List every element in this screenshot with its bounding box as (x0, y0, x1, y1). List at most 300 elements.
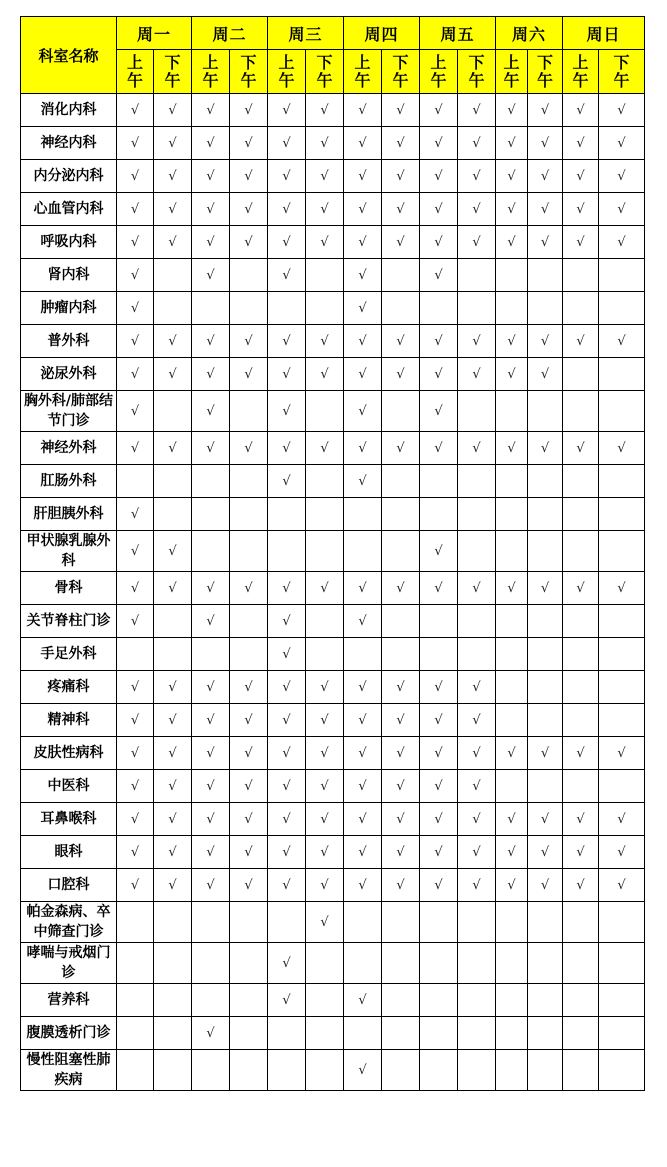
check-mark-cell: √ (420, 836, 458, 869)
check-mark-cell: √ (599, 325, 645, 358)
table-row (21, 638, 645, 671)
empty-cell (344, 1017, 382, 1050)
table-row (21, 127, 645, 160)
empty-cell (117, 1050, 154, 1091)
check-mark-cell: √ (117, 325, 154, 358)
check-mark-cell: √ (528, 127, 563, 160)
empty-cell (192, 292, 230, 325)
empty-cell (599, 638, 645, 671)
check-mark-cell: √ (344, 984, 382, 1017)
empty-cell (528, 1017, 563, 1050)
empty-cell (563, 465, 599, 498)
table-row (21, 572, 645, 605)
check-mark-cell: √ (344, 432, 382, 465)
empty-cell (458, 943, 496, 984)
check-mark-cell: √ (528, 226, 563, 259)
check-mark-cell: √ (382, 704, 420, 737)
empty-cell (344, 902, 382, 943)
check-mark-cell: √ (306, 737, 344, 770)
check-mark-cell: √ (563, 432, 599, 465)
empty-cell (154, 1050, 192, 1091)
empty-cell (563, 943, 599, 984)
empty-cell (230, 1050, 268, 1091)
dept-name-cell: 哮喘与戒烟门诊 (21, 943, 117, 984)
empty-cell (230, 984, 268, 1017)
table-row (21, 737, 645, 770)
check-mark-cell: √ (344, 94, 382, 127)
empty-cell (154, 498, 192, 531)
check-mark-cell: √ (420, 671, 458, 704)
empty-cell (230, 465, 268, 498)
empty-cell (458, 638, 496, 671)
empty-cell (117, 902, 154, 943)
empty-cell (117, 984, 154, 1017)
empty-cell (599, 1050, 645, 1091)
afternoon-header: 下 午 (230, 50, 268, 94)
check-mark-cell: √ (344, 193, 382, 226)
table-row (21, 391, 645, 432)
check-mark-cell: √ (117, 193, 154, 226)
empty-cell (563, 671, 599, 704)
empty-cell (420, 638, 458, 671)
check-mark-cell: √ (344, 1050, 382, 1091)
check-mark-cell: √ (528, 193, 563, 226)
dept-name-cell: 关节脊柱门诊 (21, 605, 117, 638)
check-mark-cell: √ (599, 737, 645, 770)
check-mark-cell: √ (528, 737, 563, 770)
check-mark-cell: √ (268, 391, 306, 432)
check-mark-cell: √ (230, 737, 268, 770)
check-mark-cell: √ (154, 193, 192, 226)
check-mark-cell: √ (230, 358, 268, 391)
check-mark-cell: √ (230, 869, 268, 902)
empty-cell (382, 902, 420, 943)
empty-cell (382, 943, 420, 984)
check-mark-cell: √ (599, 127, 645, 160)
empty-cell (420, 1017, 458, 1050)
check-mark-cell: √ (382, 358, 420, 391)
check-mark-cell: √ (458, 325, 496, 358)
check-mark-cell: √ (230, 193, 268, 226)
check-mark-cell: √ (563, 226, 599, 259)
check-mark-cell: √ (344, 259, 382, 292)
check-mark-cell: √ (382, 803, 420, 836)
check-mark-cell: √ (344, 770, 382, 803)
empty-cell (306, 465, 344, 498)
check-mark-cell: √ (458, 358, 496, 391)
table-row (21, 432, 645, 465)
morning-header: 上 午 (563, 50, 599, 94)
empty-cell (563, 704, 599, 737)
check-mark-cell: √ (344, 160, 382, 193)
dept-name-cell: 肾内科 (21, 259, 117, 292)
empty-cell (496, 498, 528, 531)
check-mark-cell: √ (420, 259, 458, 292)
check-mark-cell: √ (382, 193, 420, 226)
check-mark-cell: √ (458, 869, 496, 902)
empty-cell (563, 902, 599, 943)
check-mark-cell: √ (599, 803, 645, 836)
check-mark-cell: √ (528, 836, 563, 869)
check-mark-cell: √ (117, 498, 154, 531)
empty-cell (306, 984, 344, 1017)
check-mark-cell: √ (382, 770, 420, 803)
check-mark-cell: √ (563, 94, 599, 127)
empty-cell (458, 259, 496, 292)
check-mark-cell: √ (599, 572, 645, 605)
check-mark-cell: √ (563, 737, 599, 770)
dept-name-cell: 帕金森病、卒中筛查门诊 (21, 902, 117, 943)
table-row (21, 770, 645, 803)
empty-cell (496, 770, 528, 803)
check-mark-cell: √ (420, 193, 458, 226)
check-mark-cell: √ (306, 432, 344, 465)
empty-cell (458, 531, 496, 572)
empty-cell (306, 391, 344, 432)
dept-name-cell: 营养科 (21, 984, 117, 1017)
empty-cell (599, 605, 645, 638)
check-mark-cell: √ (382, 226, 420, 259)
check-mark-cell: √ (344, 704, 382, 737)
check-mark-cell: √ (496, 836, 528, 869)
day-header-4: 周五 (420, 17, 496, 50)
empty-cell (496, 943, 528, 984)
empty-cell (306, 1050, 344, 1091)
check-mark-cell: √ (528, 432, 563, 465)
empty-cell (496, 704, 528, 737)
empty-cell (154, 984, 192, 1017)
check-mark-cell: √ (192, 671, 230, 704)
check-mark-cell: √ (154, 432, 192, 465)
morning-header: 上 午 (268, 50, 306, 94)
empty-cell (306, 498, 344, 531)
empty-cell (563, 984, 599, 1017)
empty-cell (154, 943, 192, 984)
empty-cell (458, 984, 496, 1017)
empty-cell (599, 292, 645, 325)
empty-cell (192, 902, 230, 943)
check-mark-cell: √ (420, 531, 458, 572)
empty-cell (563, 292, 599, 325)
check-mark-cell: √ (496, 127, 528, 160)
check-mark-cell: √ (230, 671, 268, 704)
empty-cell (230, 1017, 268, 1050)
check-mark-cell: √ (306, 902, 344, 943)
check-mark-cell: √ (420, 391, 458, 432)
empty-cell (230, 902, 268, 943)
check-mark-cell: √ (496, 94, 528, 127)
check-mark-cell: √ (420, 803, 458, 836)
empty-cell (382, 1017, 420, 1050)
empty-cell (599, 465, 645, 498)
empty-cell (599, 391, 645, 432)
empty-cell (458, 1017, 496, 1050)
check-mark-cell: √ (306, 226, 344, 259)
check-mark-cell: √ (496, 193, 528, 226)
check-mark-cell: √ (117, 704, 154, 737)
empty-cell (420, 984, 458, 1017)
check-mark-cell: √ (306, 704, 344, 737)
dept-name-cell: 内分泌内科 (21, 160, 117, 193)
check-mark-cell: √ (154, 226, 192, 259)
empty-cell (496, 531, 528, 572)
table-row (21, 193, 645, 226)
check-mark-cell: √ (230, 572, 268, 605)
check-mark-cell: √ (154, 770, 192, 803)
empty-cell (528, 391, 563, 432)
empty-cell (563, 498, 599, 531)
check-mark-cell: √ (268, 259, 306, 292)
table-row (21, 836, 645, 869)
empty-cell (306, 638, 344, 671)
check-mark-cell: √ (420, 226, 458, 259)
empty-cell (192, 943, 230, 984)
morning-header: 上 午 (117, 50, 154, 94)
dept-name-cell: 肿瘤内科 (21, 292, 117, 325)
check-mark-cell: √ (344, 391, 382, 432)
check-mark-cell: √ (154, 737, 192, 770)
check-mark-cell: √ (344, 671, 382, 704)
empty-cell (528, 704, 563, 737)
check-mark-cell: √ (154, 358, 192, 391)
check-mark-cell: √ (268, 465, 306, 498)
table-row (21, 226, 645, 259)
check-mark-cell: √ (306, 94, 344, 127)
check-mark-cell: √ (192, 127, 230, 160)
empty-cell (528, 605, 563, 638)
check-mark-cell: √ (528, 869, 563, 902)
check-mark-cell: √ (192, 836, 230, 869)
empty-cell (528, 1050, 563, 1091)
check-mark-cell: √ (344, 572, 382, 605)
empty-cell (154, 292, 192, 325)
check-mark-cell: √ (230, 127, 268, 160)
empty-cell (599, 671, 645, 704)
check-mark-cell: √ (268, 325, 306, 358)
empty-cell (117, 1017, 154, 1050)
check-mark-cell: √ (117, 671, 154, 704)
dept-name-cell: 肝胆胰外科 (21, 498, 117, 531)
check-mark-cell: √ (192, 193, 230, 226)
check-mark-cell: √ (154, 704, 192, 737)
empty-cell (306, 605, 344, 638)
check-mark-cell: √ (117, 226, 154, 259)
empty-cell (154, 1017, 192, 1050)
check-mark-cell: √ (117, 94, 154, 127)
check-mark-cell: √ (192, 391, 230, 432)
check-mark-cell: √ (230, 803, 268, 836)
check-mark-cell: √ (458, 226, 496, 259)
afternoon-header: 下 午 (458, 50, 496, 94)
empty-cell (192, 531, 230, 572)
check-mark-cell: √ (344, 869, 382, 902)
dept-name-cell: 泌尿外科 (21, 358, 117, 391)
empty-cell (563, 638, 599, 671)
check-mark-cell: √ (192, 869, 230, 902)
check-mark-cell: √ (268, 605, 306, 638)
check-mark-cell: √ (192, 259, 230, 292)
check-mark-cell: √ (117, 605, 154, 638)
check-mark-cell: √ (496, 226, 528, 259)
empty-cell (563, 1017, 599, 1050)
check-mark-cell: √ (268, 803, 306, 836)
check-mark-cell: √ (458, 193, 496, 226)
check-mark-cell: √ (268, 572, 306, 605)
dept-name-cell: 皮肤性病科 (21, 737, 117, 770)
empty-cell (563, 531, 599, 572)
check-mark-cell: √ (230, 226, 268, 259)
table-row (21, 869, 645, 902)
check-mark-cell: √ (420, 704, 458, 737)
empty-cell (420, 605, 458, 638)
check-mark-cell: √ (230, 836, 268, 869)
check-mark-cell: √ (458, 127, 496, 160)
dept-name-cell: 消化内科 (21, 94, 117, 127)
check-mark-cell: √ (117, 432, 154, 465)
dept-header-cell: 科室名称 (21, 17, 117, 94)
check-mark-cell: √ (268, 671, 306, 704)
check-mark-cell: √ (382, 325, 420, 358)
empty-cell (344, 531, 382, 572)
empty-cell (496, 984, 528, 1017)
table-row (21, 704, 645, 737)
check-mark-cell: √ (599, 160, 645, 193)
empty-cell (420, 292, 458, 325)
check-mark-cell: √ (344, 465, 382, 498)
table-row (21, 671, 645, 704)
check-mark-cell: √ (420, 94, 458, 127)
check-mark-cell: √ (268, 770, 306, 803)
empty-cell (192, 984, 230, 1017)
check-mark-cell: √ (382, 432, 420, 465)
check-mark-cell: √ (458, 803, 496, 836)
empty-cell (528, 943, 563, 984)
check-mark-cell: √ (382, 94, 420, 127)
empty-cell (154, 638, 192, 671)
empty-cell (230, 531, 268, 572)
empty-cell (268, 531, 306, 572)
check-mark-cell: √ (268, 358, 306, 391)
check-mark-cell: √ (192, 803, 230, 836)
check-mark-cell: √ (268, 836, 306, 869)
dept-name-cell: 肛肠外科 (21, 465, 117, 498)
check-mark-cell: √ (458, 704, 496, 737)
check-mark-cell: √ (420, 770, 458, 803)
empty-cell (154, 465, 192, 498)
check-mark-cell: √ (382, 572, 420, 605)
check-mark-cell: √ (458, 737, 496, 770)
empty-cell (528, 531, 563, 572)
empty-cell (268, 1017, 306, 1050)
clinic-schedule-table (20, 16, 645, 1091)
check-mark-cell: √ (420, 160, 458, 193)
empty-cell (344, 638, 382, 671)
dept-name-cell: 手足外科 (21, 638, 117, 671)
check-mark-cell: √ (192, 572, 230, 605)
check-mark-cell: √ (154, 869, 192, 902)
check-mark-cell: √ (306, 770, 344, 803)
empty-cell (599, 704, 645, 737)
check-mark-cell: √ (458, 836, 496, 869)
check-mark-cell: √ (458, 671, 496, 704)
dept-name-cell: 慢性阻塞性肺疾病 (21, 1050, 117, 1091)
empty-cell (230, 391, 268, 432)
empty-cell (306, 943, 344, 984)
empty-cell (496, 259, 528, 292)
empty-cell (306, 531, 344, 572)
dept-name-cell: 神经内科 (21, 127, 117, 160)
empty-cell (496, 902, 528, 943)
check-mark-cell: √ (382, 671, 420, 704)
empty-cell (230, 498, 268, 531)
morning-header: 上 午 (344, 50, 382, 94)
check-mark-cell: √ (563, 803, 599, 836)
dept-name-cell: 精神科 (21, 704, 117, 737)
empty-cell (382, 292, 420, 325)
check-mark-cell: √ (528, 803, 563, 836)
empty-cell (420, 1050, 458, 1091)
check-mark-cell: √ (420, 572, 458, 605)
empty-cell (344, 498, 382, 531)
dept-name-cell: 甲状腺乳腺外科 (21, 531, 117, 572)
check-mark-cell: √ (306, 836, 344, 869)
empty-cell (528, 671, 563, 704)
check-mark-cell: √ (192, 1017, 230, 1050)
check-mark-cell: √ (420, 869, 458, 902)
check-mark-cell: √ (382, 127, 420, 160)
empty-cell (528, 498, 563, 531)
dept-name-cell: 腹膜透析门诊 (21, 1017, 117, 1050)
check-mark-cell: √ (154, 671, 192, 704)
empty-cell (458, 498, 496, 531)
check-mark-cell: √ (344, 737, 382, 770)
check-mark-cell: √ (420, 737, 458, 770)
empty-cell (496, 292, 528, 325)
check-mark-cell: √ (599, 226, 645, 259)
check-mark-cell: √ (154, 94, 192, 127)
check-mark-cell: √ (268, 869, 306, 902)
check-mark-cell: √ (496, 737, 528, 770)
check-mark-cell: √ (268, 432, 306, 465)
check-mark-cell: √ (154, 836, 192, 869)
check-mark-cell: √ (154, 127, 192, 160)
empty-cell (599, 984, 645, 1017)
table-body (21, 94, 645, 1091)
empty-cell (458, 465, 496, 498)
afternoon-header: 下 午 (154, 50, 192, 94)
empty-cell (382, 1050, 420, 1091)
check-mark-cell: √ (268, 984, 306, 1017)
check-mark-cell: √ (230, 704, 268, 737)
dept-name-cell: 心血管内科 (21, 193, 117, 226)
check-mark-cell: √ (344, 803, 382, 836)
check-mark-cell: √ (496, 432, 528, 465)
empty-cell (382, 605, 420, 638)
empty-cell (496, 465, 528, 498)
day-header-0: 周一 (117, 17, 192, 50)
empty-cell (496, 1017, 528, 1050)
check-mark-cell: √ (344, 836, 382, 869)
dept-name-cell: 疼痛科 (21, 671, 117, 704)
dept-name-cell: 呼吸内科 (21, 226, 117, 259)
empty-cell (420, 498, 458, 531)
empty-cell (528, 292, 563, 325)
check-mark-cell: √ (154, 531, 192, 572)
check-mark-cell: √ (599, 836, 645, 869)
check-mark-cell: √ (192, 770, 230, 803)
check-mark-cell: √ (268, 704, 306, 737)
morning-header: 上 午 (192, 50, 230, 94)
